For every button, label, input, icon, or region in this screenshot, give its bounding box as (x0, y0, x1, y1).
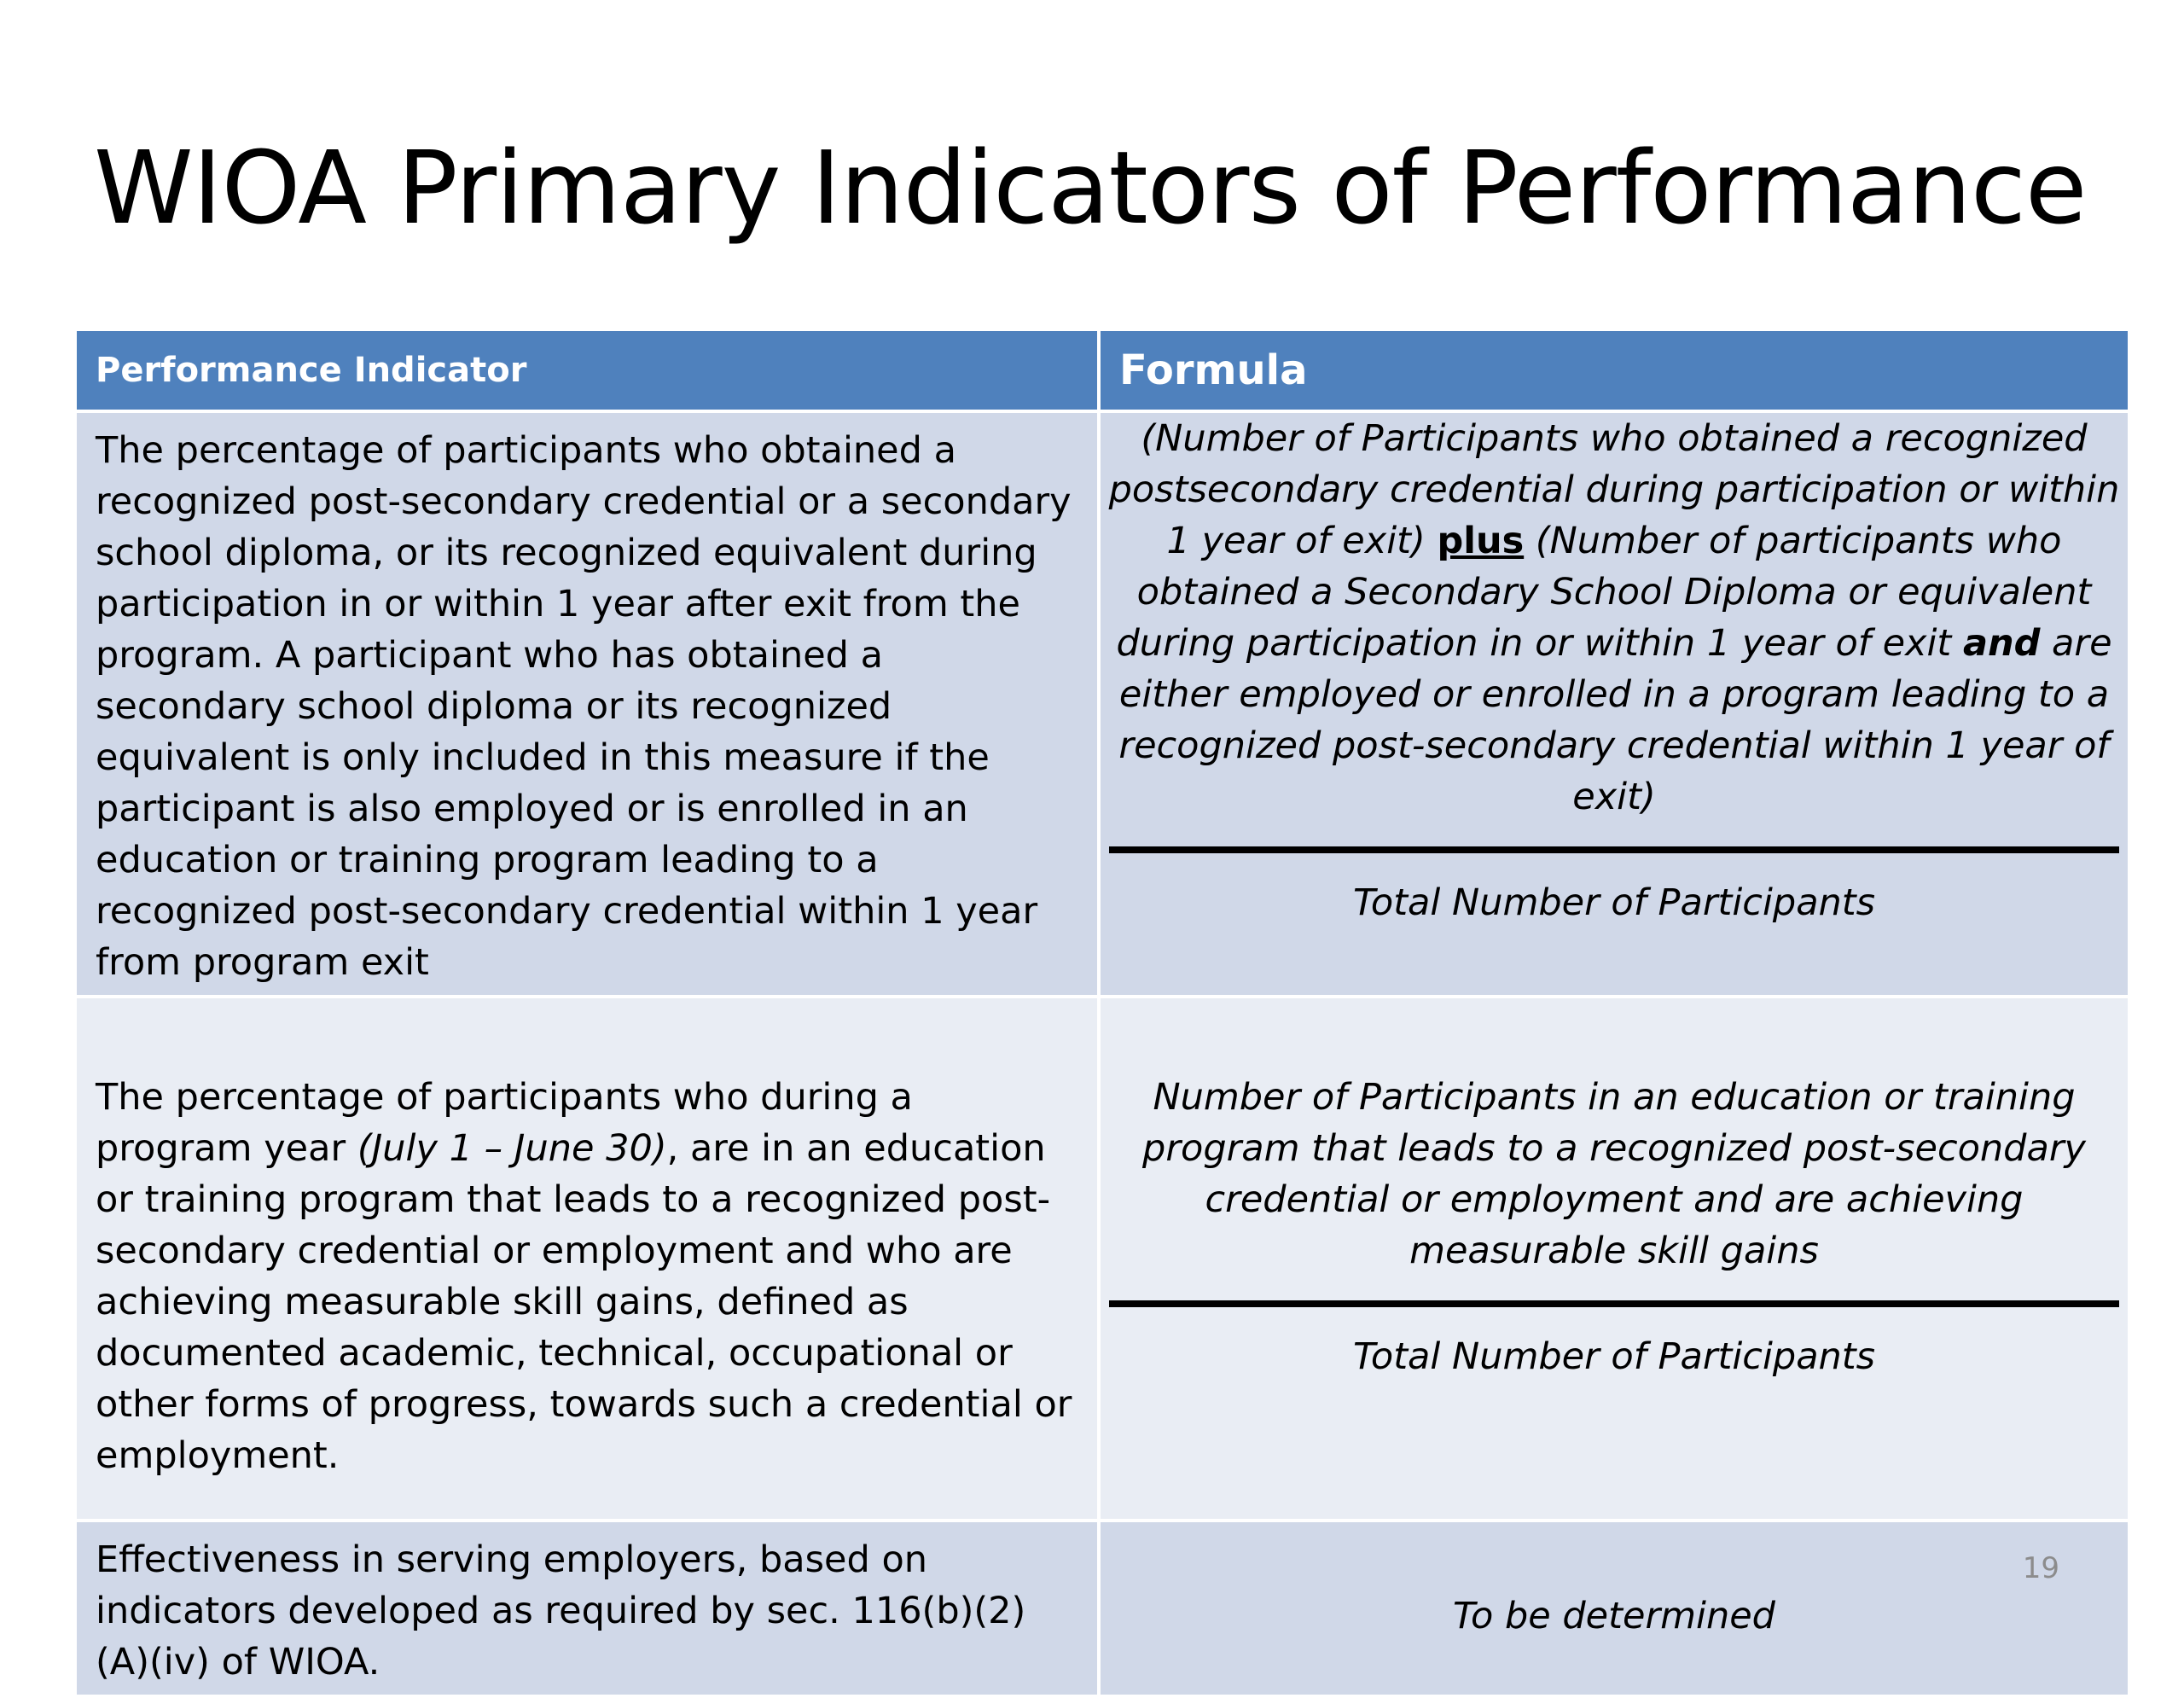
indicator-part2: , are in an education or training program that leads to a recognized post-secondary credential or employment and who are achieving measurable skill gains, defined as documented academic, technical, occupational or other forms of progress, towards such a credential or employment. (96, 1127, 1072, 1477)
fraction-divider (1109, 1300, 2119, 1307)
indicator-text-credential-attainment: The percentage of participants who obtained a recognized post-secondary credential or a secondary school diploma, or its recognized equivalent during participation in or within 1 year after exit from the program. A participant who has obtained a secondary school diploma or its recognized equivalent is only included in this measure if the participant is also employed or is enrolled in an education or training program leading to a recognized post-secondary credential within 1 year from program exit (96, 429, 1072, 984)
formula-numerator: Number of Participants in an education or training program that leads to a recognized post-secondary credential or employment and are achieving measurable skill gains (1142, 1076, 2086, 1272)
program-year-dates: (July 1 – June 30) (357, 1127, 667, 1170)
table-row-measurable-skill-gains (75, 997, 2129, 1521)
fraction-divider (1109, 846, 2119, 853)
slide-page-number: 19 (2022, 1551, 2059, 1585)
formula-numerator (1101, 413, 2128, 823)
and-operator: and (1962, 622, 2041, 665)
formula-cell-credential-attainment (1099, 411, 2129, 997)
numerator-part2: (Number of participants who obtained a Secondary School Diploma or equivalent during participation in or within 1 year of exit (1116, 520, 2092, 665)
formula-denominator: Total Number of Participants (1352, 1335, 1876, 1378)
table-header-row (75, 329, 2129, 411)
performance-indicators-table (73, 328, 2131, 1698)
numerator-part3: are either employed or enrolled in a program leading to a recognized post-secondary credential within 1 year of exit) (1118, 622, 2112, 818)
formula-cell-measurable-skill-gains (1099, 997, 2129, 1521)
indicator-cell (75, 1521, 1099, 1696)
indicator-text-measurable-skill-gains (77, 998, 1097, 1519)
numerator-part1: (Number of Participants who obtained a recognized postsecondary credential during participation or within 1 year of exit) (1108, 417, 2120, 562)
slide-title: WIOA Primary Indicators of Performance (94, 129, 2087, 247)
formula-to-be-determined: To be determined (1453, 1595, 1775, 1637)
formula-denominator: Total Number of Participants (1352, 881, 1876, 924)
header-performance-indicator: Performance Indicator (75, 329, 1099, 411)
indicator-part1: The percentage of participants who during a program year (96, 1076, 913, 1170)
table-row-credential-attainment (75, 411, 2129, 997)
formula-cell-employer-effectiveness (1099, 1521, 2129, 1696)
plus-operator: plus (1437, 520, 1525, 562)
indicator-cell (75, 997, 1099, 1521)
indicator-cell (75, 411, 1099, 997)
indicator-text-employer-effectiveness: Effectiveness in serving employers, based on indicators developed as required by sec. 116(b)(2)(A)(iv) of WIOA. (96, 1538, 1026, 1683)
header-formula: Formula (1099, 329, 2129, 411)
table-row-employer-effectiveness (75, 1521, 2129, 1696)
